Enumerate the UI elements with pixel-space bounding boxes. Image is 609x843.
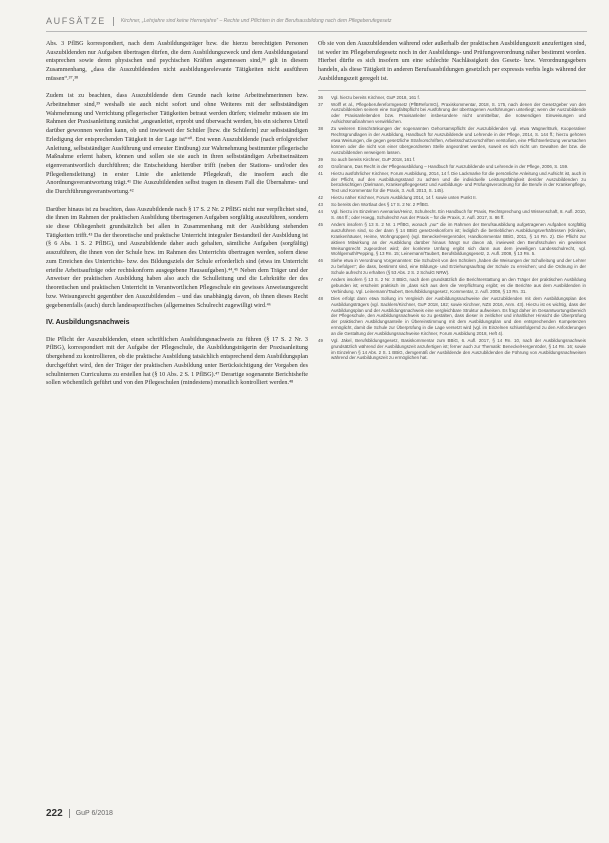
- footnote-text: Dies erfolgt dann etwa Sollung im Vergleich der Ausbildungsnachweise der Auszubildenden mit dem Ausbildungsplan des Ausbildungsträgers (vgl. Sacklers/Kirchner, GuP 2018, 182; sowie Kirchner, NZS 2016, Anm. 43). Hierzu ist es wichtig, dass der Ausbildungsplan und der Ausbildungsnachweis eine vergleichbare Struktur aufweisen. Es fragt daher im Gesamtwortungsbereich der Pflegeschule, den Ausbildungsnachweis so zu gestalten, dass dieser in zeitlicher und inhaltlicher Hinsicht die Überprüfung der praktischen Ausbildungsanteile in Übereinstimmung mit dem Ausbildungsplan und den entsprechenden Kompetenzen ermöglicht, damit die Schule zur Überprüfung in die Lage versetzt wird (vgl. im Einzelnen schlussfolgernd zu den Anforderungen an die Gestaltung der Ausbildungsnachweise Kirchner, Forum Ausbildung 2018, Heft 4).: [331, 295, 586, 336]
- footnote-text: Wolff et al., Pflegeberufereformgesetz (PflBReformG), Praxiskommentar, 2018, S. 175, nach denen der Gesetzgeber von den Auszubildenden seinem eine Sorgfaltspflicht bei Ausführung der übertragenen Ausführungen unterliegt; wenn der Auszubildende oder Praxisanleitenden bzw. Praxisanleiter insbesondere nicht unmittelbar, die notwendigen Einweisungen und Aufsichtsmaßnahmen verwirklichen.: [331, 101, 586, 125]
- footnote-number: 42: [318, 195, 323, 201]
- footnote-text: Großmann, Das Recht in der Pflegeausbildung – Handbuch für Auszubildende und Lehrende in der Pflege, 2006, S. 159.: [331, 163, 569, 169]
- paragraph-4: Die Pflicht der Auszubildenden, einen schriftlichen Ausbildungsnachweis zu führen (§ 17 S. 2 Nr. 3 PflBG), korrespondiert mit der Aufgabe der Pflegeschule, die Ausbildungsträgerin der Praxisanleitung übergehend zu kontrollieren, ob die praktische Ausbildung tatsächlich entsprechend dem Ausbildungsplan durchgeführt wird, den der Träger der praktischen Ausbildung unter Berücksichtigung der Vorgaben des schulinternen Curriculums zu erstellen hat (§ 10 Abs. 2 S. 1 PflBG).⁴⁷ Derartige sogenannte Berichtshefte sollen wöchentlich geführt und von den Pflegeschulen (mindestens) monatlich kontrolliert werden.⁴⁸: [46, 336, 308, 387]
- footnote-number: 40: [318, 163, 323, 169]
- footnote-number: 44: [318, 209, 323, 215]
- page-footer: [46, 808, 113, 819]
- footnote-rule: [318, 90, 586, 91]
- section-heading: IV. Ausbildungsnachweis: [46, 318, 130, 326]
- footnote-text: Siehe etwa in Verordnung Vorgenannten: Die Schulzeit von den Schülern „haben die Weisungen der Schulleitung und der Lehrer zu befolgen“; die dass, bestimmt sind, eine Bildungs- und Erziehungsauftrag der Schule zu erreichen; und die Ordnung in der Schule aufrecht zu erhalten (§ 53 Abs. 2 S. 2 SchulG NRW).: [331, 258, 586, 276]
- page-number: 222: [46, 808, 63, 819]
- footnote: [318, 277, 586, 295]
- footnotes: [318, 95, 586, 362]
- header-rule: [46, 31, 587, 32]
- footnote: [318, 126, 586, 155]
- left-column: [46, 40, 308, 397]
- footnote-text: Zu weiteren Einschränkungen der sogenannten Gehorsamspflicht der Auszubildenden vgl. etwa Wagner/Burk, Kooperativer Rechtsgrundlagen in der Ausbildung, Handbuch für Auszubildende und Lehrende in der Pflege, 2014, S. 144 ff.; hierzu gehören etwa Weisungen, die gegen gesetzliche Strafvorschriften, Arbeitsschutzvorschriften verstoßen, eine Pflichtverletzung verursachen können oder die nicht von einer übergeordneten Stelle angeordnet werden, soweit es sich nicht um Gewalten der bzw. die Auszubildenden verweigern lassen.: [331, 126, 586, 155]
- footnote: [318, 164, 586, 170]
- footnote-number: 47: [318, 277, 323, 283]
- footnote-number: 39: [318, 156, 323, 162]
- footnote-number: 36: [318, 94, 323, 100]
- footnote-text: Hierzu ausführlicher Kirchner, Forum Ausbildung, 2014, 14 f. Die Lackmarke für die persönliche Anleitung und Aufsicht ist, auch in der Pflicht, auf den Ausbildungsstand zu achten und die individuelle Leistungsfähigkeit des/der Auszubildenden zu berücksichtigen (Dielmann, Krankenpflegegesetz und Ausbildungs- und Prüfungsverordnung für die Berufe in der Krankenpflege, Text und Kommentar für die Praxis, 3. Aufl. 2013, S. 145).: [331, 170, 586, 194]
- footnote-number: 37: [318, 101, 323, 107]
- paragraph-1: Abs. 3 PflBG korrespondiert, nach dem Ausbildungsträger bzw. die hierzu berechtigten Personen Auszubildenden nur Aufgaben übertragen dürfen, die dem Ausbildungszweck und dem Ausbildungsstand entsprechen sowie deren physischen und psychischen Kräften angemessen sind,³⁶ gilt in diesem Zusammenhang, „dass die Auszubildenden nicht ausbildungsrelevante Tätigkeiten nicht ausführen müssen“.³⁷,³⁸: [46, 41, 308, 82]
- section-label: AUFSÄTZE: [46, 16, 106, 26]
- footnote: [318, 209, 586, 221]
- footnote: [318, 296, 586, 337]
- footnote: [318, 202, 586, 208]
- footnote: [318, 195, 586, 201]
- footnote: [318, 222, 586, 257]
- footnote-number: 49: [318, 337, 323, 343]
- paragraph-3: Darüber hinaus ist zu beachten, dass Auszubildende nach § 17 S. 2 Nr. 2 PflBG nicht nur verpflichtet sind, die ihnen im Rahmen der praktischen Ausbildung übertragenen Aufgaben sorgfältig auszuführen, sondern sie diese Obliegenheit grundsätzlich bei allen in Zusammenhang mit der Ausbildung stehenden Tätigkeiten trifft.⁴³ Da der theoretische und praktische Unterricht integraler Bestandteil der Ausbildung ist (§ 6 Abs. 1 S. 2 PflBG), und Auszubildende daher auch gehalten, sämtliche Aufgaben (sorgfältig) auszuführen, die ihnen von der Schule bzw. im Rahmen des Unterrichts übertragen werden, sofern diese zum Erreichen des Unterrichts- bzw. des Bildungsziels der Schule erforderlich sind (etwa im Unterricht erteilte Arbeitsaufträge oder rechtskonform ausgegebene Hausaufgaben).⁴⁴,⁴⁵ Neben dem Träger und der Anweiser der praktischen Ausbildung haben also auch die Schulleitung und die Lehrkräfte der des theoretischen und praktischen Unterricht in Verantwortlichen Pflegeschule ein gewisses Anweisungsrecht bzw. Weisungsrecht gegenüber den Auszubildenden – und das unabhängig davon, ob ihnen dieses Recht gegebenenfalls (auch) durch landesspezifisches (allgemeines Schulrecht zugewilligt wird.⁴⁶: [46, 206, 308, 309]
- footnote-text: Hierzu näher Kirchner, Forum Ausbildung 2014, 14 f. sowie unten Punkt II.: [331, 195, 477, 201]
- footnote: [318, 102, 586, 125]
- footnote-number: 38: [318, 126, 323, 132]
- footnote: [318, 171, 586, 194]
- footnote: [318, 157, 586, 163]
- footnote-text: Vgl. Jäkel, Berufsbildungsgesetz, Basiskommentar zum BBiG, 6. Aufl. 2017, § 14 Rn. 10, nach der Ausbildungsnachweis grundsätzlich während der Ausbildungszeit anzufertigen ist; ferner auch zur Thematik: Benecke/Hergenröder, § 14 Rn. 16; sowie im Einzelnen § 14 Abs. 2 S. 1 BBiG, demgemäß der Ausbildende den Auszubildenden die Führung von Ausbildungsnachweisen während der Ausbildungszeit zu ermöglichen hat.: [331, 337, 586, 361]
- footnote-text: So auch bereits Kirchner, GuP 2018, 161 f.: [331, 156, 416, 162]
- footnote-number: 45: [318, 222, 323, 228]
- paragraph-5: Ob sie von den Auszubildenden während oder außerhalb der praktischen Ausbildungszeit anzufertigen sind, ist weder im Pflegeberufegesetz noch in der Ausbildungs- und Prüfungsverordnung näher bestimmt worden. Hierbei dürfte es sich insofern um eine schlechte Nachlässigkeit des Gesetz- bzw. Verordnungsgebers handeln, als diese Tätigkeit in anderen Berufsausbildungen gesetzlich per expressis verbis legis während der Ausbildungszeit geregelt ist.: [318, 41, 586, 82]
- footnote: [318, 338, 586, 361]
- footnote-number: 48: [318, 295, 323, 301]
- journal-issue: GuP 6/2018: [75, 810, 113, 817]
- footnote-text: Vgl. hierzu bereits Kirchner, GuP 2018, 161 f.: [331, 94, 420, 100]
- footnote-number: 43: [318, 202, 323, 208]
- footnote: [318, 95, 586, 101]
- footer-divider: [69, 809, 70, 818]
- footnote-number: 46: [318, 258, 323, 264]
- footnote-text: Anders insofern § 13 S. 2 Nr. 3 BBiG, nach dem grundsätzlich die Berichterstattung an den Träger der praktischen Ausbildung gebunden ist; erscheint praktisch im „dass sich aus dem die Verpflichtung ergibt; es die Berichte aus dem Ausbildenden in Verbindung. Vgl. Leinemann/Taubert, Berufsbildungsgesetz, Kommentar, 2. Aufl. 2008, § 13 Rn. 31.: [331, 277, 586, 294]
- footnote-number: 41: [318, 170, 323, 176]
- footnote-text: Anders insofern § 13 S. 2 Nr. 1 PflBG, wonach „nur“ die im Rahmen der Berufsausbildung aufgetragenen Aufgaben sorgfältig auszuführen sind, so der dann § 14 BBiG gesetzeskonform ist; lediglich die betrieblichen Ausbildungsverhältnissen (Kliniken, Krankenhäuser, Heime, Wohngruppen) (vgl. Benecke/Hergenröder, Handkommentar BBiG, 2011, § 14 Rn. 2). Die Pflicht zur aktiven Mitwirkung an der Ausbildung darüber hinaus hängt nur davon ab, inwieweit den Berufsschulen ein gewisses Weisungsrecht zugeordnet wird; der konkrete Umfang ergibt sich dann aus dem jeweiligen Landesschulrecht, vgl. Wohlgemuth/Pepping, § 13 Rn. 15; Leinemann/Taubert, Berufsbildungsgesetz, 2. Aufl. 2008, § 13 Rn. 5.: [331, 222, 586, 257]
- right-column: [318, 40, 586, 363]
- footnote-text: Vgl. hierzu im Einzelnen Avenarius/Heinz, Schulrecht. Ein Handbuch für Praxis, Rechtsprechung und Wissenschaft, 8. Aufl. 2010, S. 464 ff.; oder Hoegg, Schulrecht! Aus der Praxis – für die Praxis, 2. Aufl. 2017, S. 86 ff.: [331, 209, 586, 221]
- header-divider: [113, 17, 114, 26]
- footnote-text: So bereits den Wortlaut des § 17 S. 2 Nr. 2 PflBG.: [331, 202, 430, 208]
- running-title: Kirchner, „Lehrjahre sind keine Herrenjahre“ – Rechte und Pflichten in der Berufsausbildung nach dem Pflegeberufegesetz: [120, 18, 392, 24]
- footnote: [318, 258, 586, 276]
- paragraph-2: Zudem ist zu beachten, dass Auszubildende dem Grunde nach keine Arbeitnehmerinnen bzw. Arbeitnehmer sind,³⁹ weshalb sie auch nicht sofort und ohne Weiteres mit der selbstständigen Wahrnehmung und Verrichtung pflegerischer Tätigkeiten betraut werden dürfen; vielmehr müssen sie im Rahmen der Praxisanleitung zunächst „angeanleitet, erprobt und überwacht werden, bis ein sicheres Urteil darüber gewonnen werden kann, ob und inwieweit der Schüler [bzw. die Schülerin] zur selbstständigen Erledigung der entsprechenden Tätigkeit in der Lage ist“⁴⁰. Erst wenn Auszubildende (nach erfolgreicher Anleitung, selbstständiger Ausführung und erneuter Einübung) zur Wahrnehmung bestimmter pflegerische Maßnahme erlernt haben, können und sollen sie sie auch in ihren selbstständigen Arbeitseinsätzen eigenverantwortlich durchführen; die Entscheidung hierüber trifft (neben der Stations- und/oder des Pflegedienstleitung) in erster Linie die anleitende Pflegekraft, die insofern auch die Anordnungsverantwortung trägt.⁴¹ Die Auszubildenden selbst tragen in diesem Fall die Übernahme- und die Durchführungsverantwortung.⁴²: [46, 93, 309, 196]
- page-header: [46, 14, 587, 28]
